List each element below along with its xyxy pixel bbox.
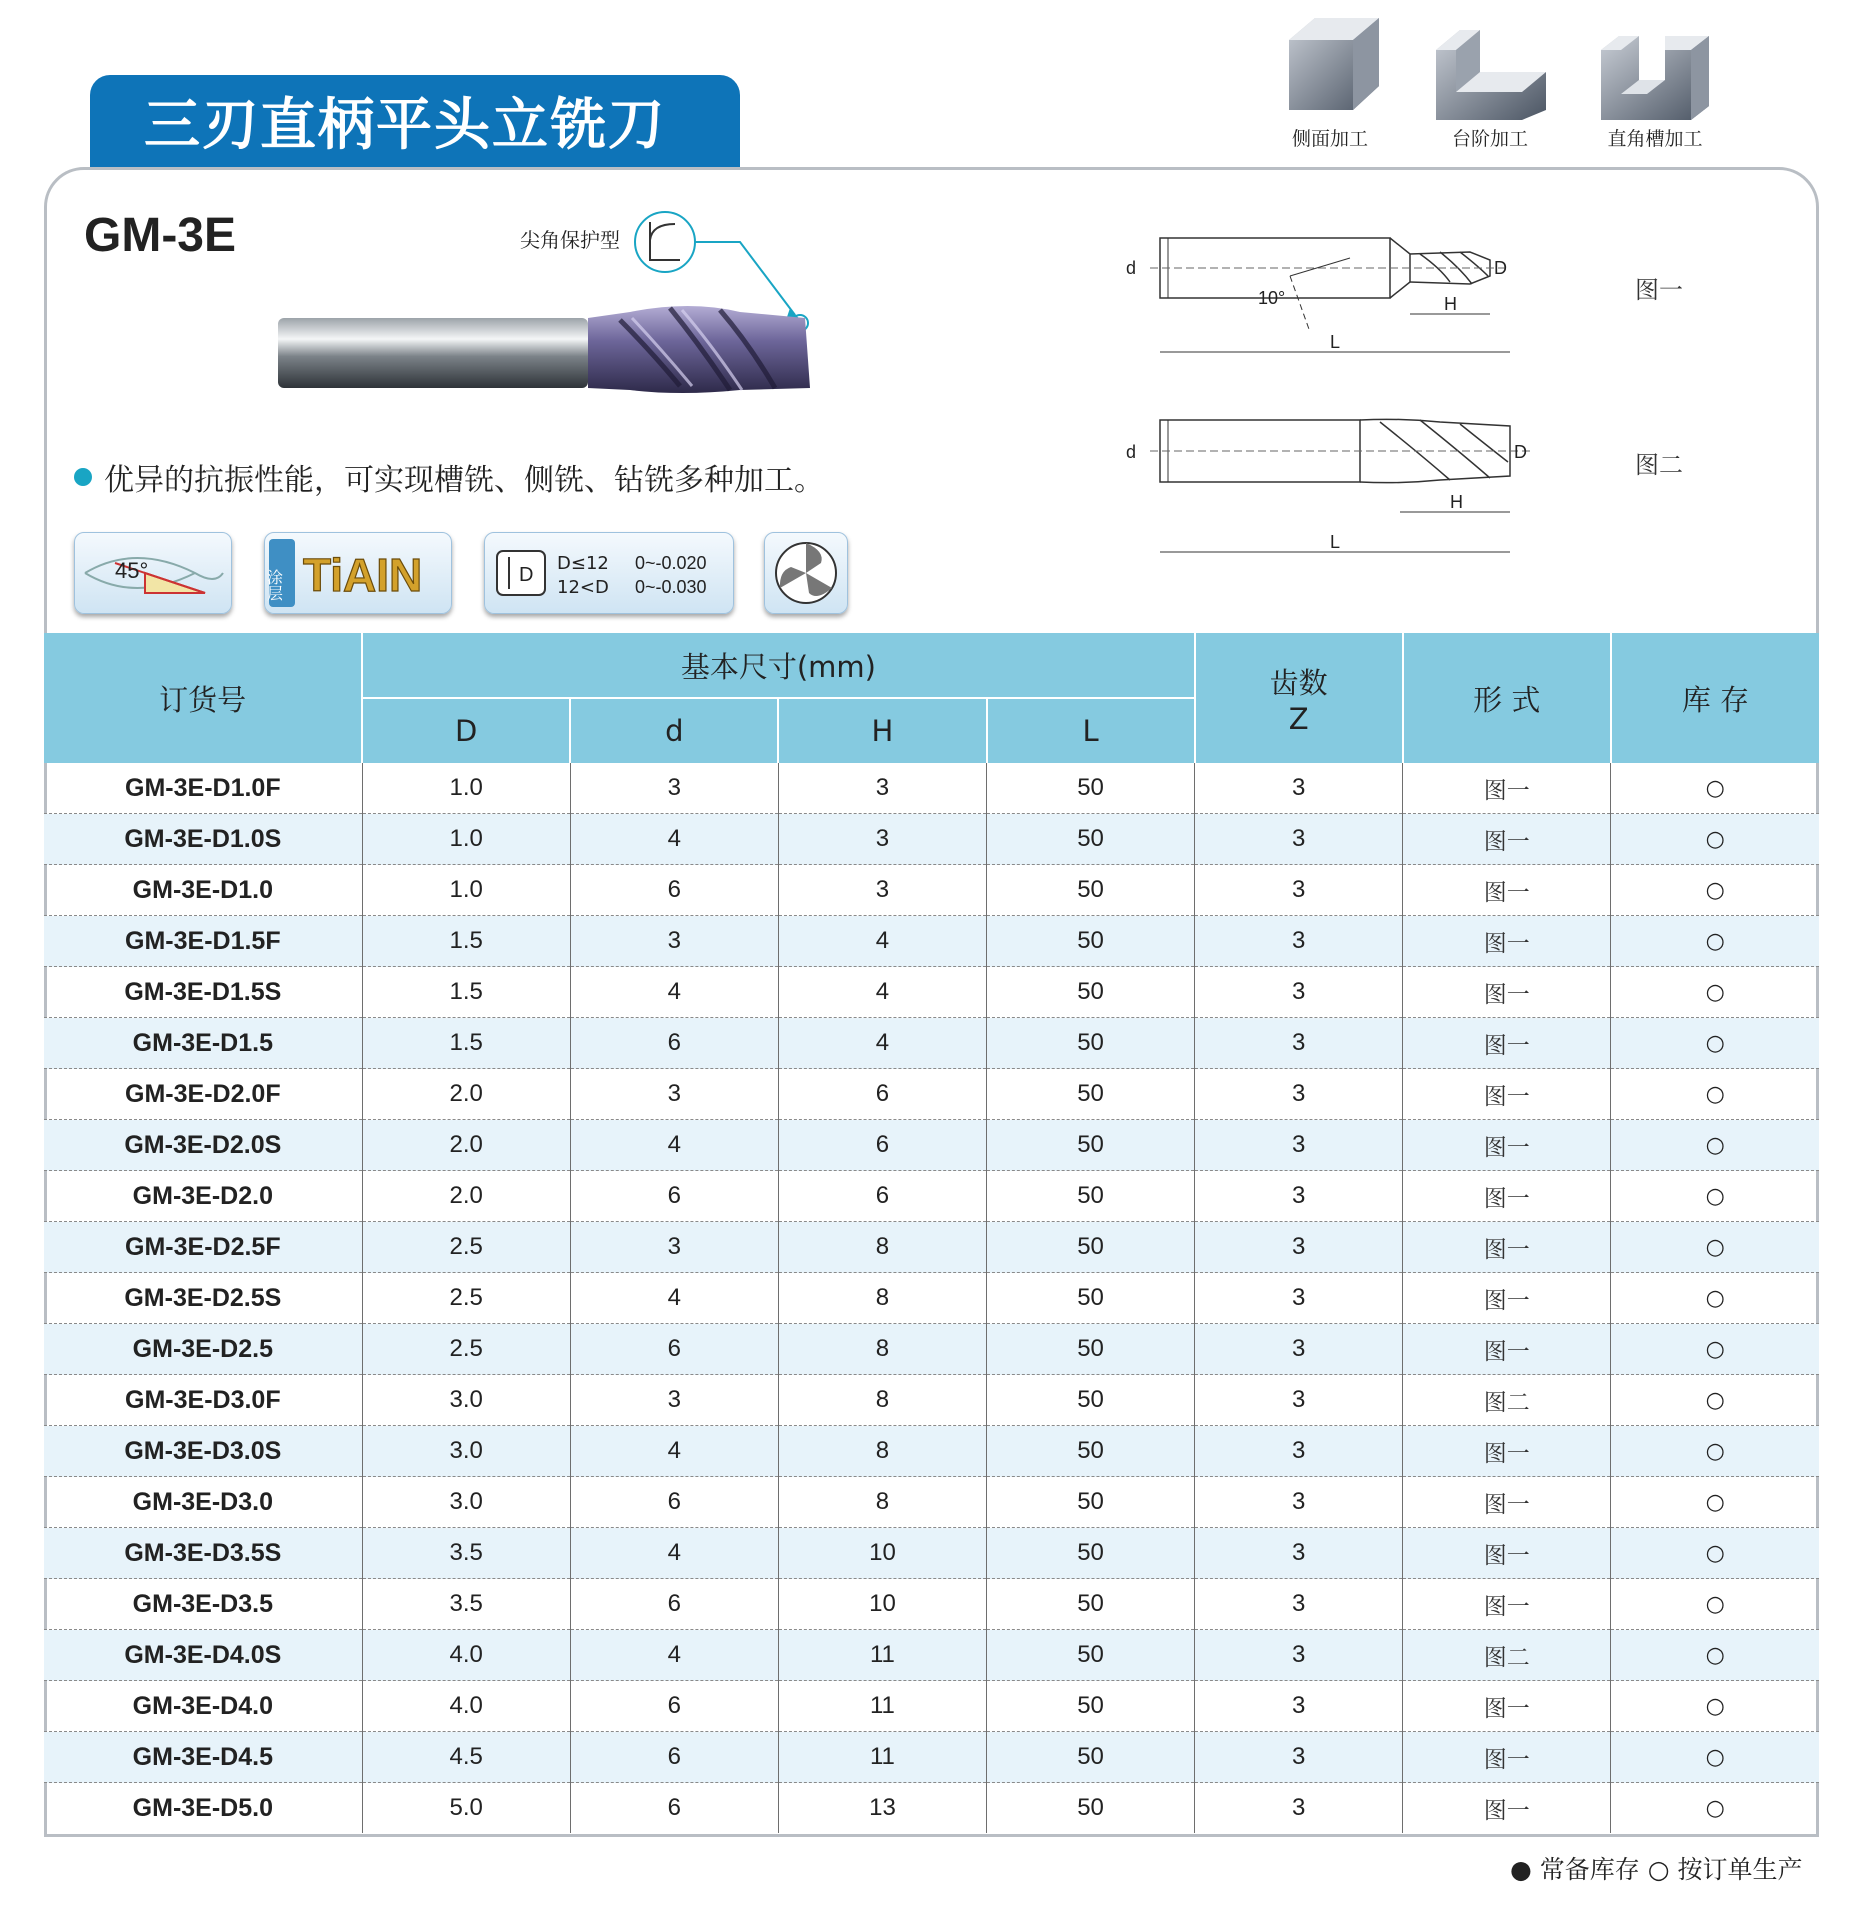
spec-table-body [44,763,1819,1833]
cell-d: 6 [570,1018,778,1069]
cell-z: 3 [1195,1681,1403,1732]
cell-d: 6 [570,1783,778,1834]
cell-d: 4 [570,1426,778,1477]
cell-z: 3 [1195,1222,1403,1273]
fig2-D-label: D [1514,442,1527,462]
cell-l: 50 [987,1426,1195,1477]
table-row [44,814,1819,865]
cell-l: 50 [987,1222,1195,1273]
operation-slot [1585,10,1725,160]
cell-no: GM-3E-D1.5F [44,916,362,967]
cell-l: 50 [987,1171,1195,1222]
cell-l: 50 [987,1069,1195,1120]
cell-h: 6 [778,1171,986,1222]
table-row [44,1630,1819,1681]
tolerance-value-1: 0~-0.020 [635,553,707,573]
fig2-L-label: L [1330,532,1341,552]
cell-shape: 图一 [1403,1018,1611,1069]
header-basic-size: 基本尺寸(mm) [362,633,1194,698]
cell-l: 50 [987,967,1195,1018]
angle-label: 10° [1258,288,1286,308]
cell-shape: 图一 [1403,1732,1611,1783]
model-name: GM-3E [84,209,237,262]
cell-stock: ○ [1611,1018,1819,1069]
cell-z: 3 [1195,1273,1403,1324]
cell-no: GM-3E-D3.0F [44,1375,362,1426]
cell-no: GM-3E-D3.5S [44,1528,362,1579]
cell-d: 3.0 [362,1375,570,1426]
tolerance-value-2: 0~-0.030 [635,577,707,597]
cell-h: 8 [778,1375,986,1426]
cell-d: 4 [570,1273,778,1324]
tolerance-icon [485,533,733,613]
spec-badges [74,532,874,616]
operation-slot-label: 直角槽加工 [1607,128,1703,150]
cell-shape: 图一 [1403,1681,1611,1732]
cell-no: GM-3E-D4.0S [44,1630,362,1681]
cell-shape: 图一 [1403,1069,1611,1120]
cell-no: GM-3E-D1.0F [44,763,362,814]
cell-l: 50 [987,1273,1195,1324]
cell-stock: ○ [1611,814,1819,865]
cell-d: 3 [570,1375,778,1426]
page-title: 三刃直柄平头立铣刀 [90,75,740,167]
cell-h: 11 [778,1630,986,1681]
cell-d: 1.5 [362,916,570,967]
table-row [44,967,1819,1018]
coating-badge [264,532,452,614]
cell-l: 50 [987,1120,1195,1171]
cell-d: 3 [570,916,778,967]
coating-icon [265,533,451,613]
helix-angle-badge [74,532,232,614]
cell-d: 2.0 [362,1069,570,1120]
cell-d: 6 [570,865,778,916]
cell-stock: ○ [1611,1732,1819,1783]
cell-z: 3 [1195,1120,1403,1171]
cell-shape: 图一 [1403,1528,1611,1579]
three-flute-badge [764,532,848,614]
cell-d: 2.0 [362,1171,570,1222]
cell-h: 4 [778,1018,986,1069]
cell-d: 4 [570,1120,778,1171]
cell-d: 2.5 [362,1222,570,1273]
cell-h: 3 [778,814,986,865]
cell-d: 4 [570,1630,778,1681]
cell-d: 3 [570,763,778,814]
cell-shape: 图一 [1403,814,1611,865]
cell-z: 3 [1195,865,1403,916]
cell-z: 3 [1195,1069,1403,1120]
operation-side [1260,10,1400,160]
cell-h: 8 [778,1222,986,1273]
feature-description: 优异的抗振性能，可实现槽铣、侧铣、钻铣多种加工。 [104,463,824,498]
tolerance-symbol: D [519,564,534,586]
cell-l: 50 [987,1375,1195,1426]
cell-stock: ○ [1611,967,1819,1018]
cell-l: 50 [987,1732,1195,1783]
product-image [270,200,870,400]
fig1-D-label: D [1494,258,1507,278]
cell-h: 8 [778,1324,986,1375]
header-d: d [570,698,778,763]
cell-l: 50 [987,763,1195,814]
cell-stock: ○ [1611,1222,1819,1273]
cell-z: 3 [1195,1477,1403,1528]
cell-h: 3 [778,763,986,814]
table-row [44,1171,1819,1222]
cell-h: 8 [778,1426,986,1477]
spec-table [44,633,1819,1833]
cell-z: 3 [1195,1375,1403,1426]
cell-shape: 图一 [1403,916,1611,967]
cell-shape: 图一 [1403,1171,1611,1222]
cell-h: 3 [778,865,986,916]
cell-h: 10 [778,1579,986,1630]
cell-stock: ○ [1611,865,1819,916]
cell-shape: 图一 [1403,1324,1611,1375]
cell-shape: 图一 [1403,1477,1611,1528]
cell-stock: ○ [1611,1681,1819,1732]
cell-d: 6 [570,1579,778,1630]
cell-no: GM-3E-D2.5S [44,1273,362,1324]
coating-name: TiAIN [303,549,423,601]
cell-d: 3 [570,1069,778,1120]
cell-h: 8 [778,1477,986,1528]
cell-stock: ○ [1611,1783,1819,1834]
cell-stock: ○ [1611,916,1819,967]
cell-no: GM-3E-D3.0 [44,1477,362,1528]
table-row [44,1783,1819,1834]
cell-d: 6 [570,1324,778,1375]
cell-l: 50 [987,1783,1195,1834]
cell-d: 3 [570,1222,778,1273]
table-row [44,1477,1819,1528]
fig2-label: 图二 [1635,451,1683,479]
table-row [44,1324,1819,1375]
operation-step [1420,10,1560,160]
header-H: H [778,698,986,763]
cell-stock: ○ [1611,1375,1819,1426]
cell-shape: 图一 [1403,1579,1611,1630]
table-row [44,763,1819,814]
cell-h: 11 [778,1732,986,1783]
slot-milling-icon [1595,10,1715,120]
cell-no: GM-3E-D2.5F [44,1222,362,1273]
cell-stock: ○ [1611,1069,1819,1120]
cell-d: 3.5 [362,1579,570,1630]
cell-d: 4 [570,814,778,865]
cell-d: 3.0 [362,1477,570,1528]
cell-d: 4 [570,967,778,1018]
cell-d: 4.5 [362,1732,570,1783]
cell-shape: 图一 [1403,967,1611,1018]
table-row [44,1273,1819,1324]
cell-l: 50 [987,1018,1195,1069]
cell-d: 6 [570,1171,778,1222]
header-order-no: 订货号 [44,633,362,763]
cell-l: 50 [987,865,1195,916]
cell-h: 11 [778,1681,986,1732]
cell-l: 50 [987,814,1195,865]
cell-no: GM-3E-D3.5 [44,1579,362,1630]
cell-d: 2.5 [362,1273,570,1324]
cell-h: 4 [778,967,986,1018]
cell-stock: ○ [1611,1171,1819,1222]
cell-l: 50 [987,1477,1195,1528]
three-flute-icon [765,533,847,613]
cell-no: GM-3E-D1.5 [44,1018,362,1069]
cell-shape: 图一 [1403,1783,1611,1834]
cell-no: GM-3E-D2.5 [44,1324,362,1375]
corner-protection-label: 尖角保护型 [520,228,620,252]
cell-stock: ○ [1611,1630,1819,1681]
fig2-H-label: H [1450,492,1463,512]
cell-z: 3 [1195,1783,1403,1834]
cell-l: 50 [987,1324,1195,1375]
table-row [44,1528,1819,1579]
table-row [44,1069,1819,1120]
cell-h: 10 [778,1528,986,1579]
bullet-icon [74,468,92,486]
cell-stock: ○ [1611,1324,1819,1375]
cell-no: GM-3E-D3.0S [44,1426,362,1477]
header-teeth [1195,633,1403,763]
header-teeth-label: 齿数 [1269,665,1328,700]
cell-d: 4.0 [362,1630,570,1681]
cell-stock: ○ [1611,1579,1819,1630]
cell-h: 6 [778,1120,986,1171]
cell-shape: 图二 [1403,1375,1611,1426]
cell-d: 6 [570,1732,778,1783]
cell-z: 3 [1195,967,1403,1018]
table-row [44,865,1819,916]
cell-d: 6 [570,1477,778,1528]
fig1-L-label: L [1330,332,1341,352]
table-row [44,1120,1819,1171]
operation-side-label: 侧面加工 [1291,128,1368,150]
fig1-label: 图一 [1635,276,1683,304]
cell-z: 3 [1195,814,1403,865]
table-row [44,1222,1819,1273]
cell-z: 3 [1195,916,1403,967]
header-L: L [987,698,1195,763]
cell-h: 4 [778,916,986,967]
cell-z: 3 [1195,1426,1403,1477]
cell-no: GM-3E-D2.0F [44,1069,362,1120]
cell-z: 3 [1195,763,1403,814]
table-row [44,1375,1819,1426]
cell-stock: ○ [1611,1120,1819,1171]
cell-d: 1.0 [362,814,570,865]
cell-no: GM-3E-D2.0 [44,1171,362,1222]
cell-no: GM-3E-D2.0S [44,1120,362,1171]
fig2-d-label: d [1126,442,1137,462]
fig1-H-label: H [1444,294,1457,314]
header-teeth-z: Z [1288,701,1309,736]
cell-d: 3.0 [362,1426,570,1477]
cell-z: 3 [1195,1528,1403,1579]
cell-h: 13 [778,1783,986,1834]
helix-angle-value: 45° [115,558,149,583]
cell-no: GM-3E-D4.5 [44,1732,362,1783]
cell-d: 1.0 [362,865,570,916]
table-row [44,1426,1819,1477]
helix-angle-icon [75,533,231,613]
cell-d: 1.5 [362,967,570,1018]
cell-l: 50 [987,1681,1195,1732]
cell-shape: 图一 [1403,1426,1611,1477]
coating-label: 涂层 [265,569,284,601]
cell-d: 2.5 [362,1324,570,1375]
cell-l: 50 [987,1579,1195,1630]
cell-d: 3.5 [362,1528,570,1579]
fig1-d-label: d [1126,258,1137,278]
table-row [44,916,1819,967]
cell-z: 3 [1195,1171,1403,1222]
cell-d: 1.0 [362,763,570,814]
cell-stock: ○ [1611,1528,1819,1579]
stock-legend: ● 常备库存 ○ 按订单生产 [1510,1855,1803,1884]
cell-d: 6 [570,1681,778,1732]
tolerance-range-2: 12<D [557,577,609,598]
cell-no: GM-3E-D1.5S [44,967,362,1018]
cell-shape: 图一 [1403,865,1611,916]
cell-stock: ○ [1705,775,1725,801]
cell-no: GM-3E-D4.0 [44,1681,362,1732]
operation-step-label: 台阶加工 [1451,128,1528,150]
cell-d: 4 [570,1528,778,1579]
operation-icons [1260,10,1760,160]
cell-no: GM-3E-D5.0 [44,1783,362,1834]
feature-text [74,455,824,499]
cell-z: 3 [1195,1018,1403,1069]
cell-l: 50 [987,1528,1195,1579]
table-row [44,1732,1819,1783]
cell-l: 50 [987,916,1195,967]
cell-h: 8 [778,1273,986,1324]
header-stock: 库 存 [1611,633,1819,763]
cell-shape: 图一 [1403,1273,1611,1324]
cell-shape: 图一 [1403,1120,1611,1171]
tolerance-range-1: D≤12 [557,553,609,574]
table-row [44,1681,1819,1732]
cell-stock: ○ [1611,1273,1819,1324]
cell-z: 3 [1195,1630,1403,1681]
cell-z: 3 [1195,1579,1403,1630]
cell-d: 4.0 [362,1681,570,1732]
step-milling-icon [1430,10,1550,120]
side-milling-icon [1275,10,1385,120]
cell-no: GM-3E-D1.0S [44,814,362,865]
cell-d: 5.0 [362,1783,570,1834]
cell-h: 6 [778,1069,986,1120]
cell-shape: 图一 [1403,763,1611,814]
cell-shape: 图一 [1403,1222,1611,1273]
table-row [44,1018,1819,1069]
header-shape: 形 式 [1403,633,1611,763]
tolerance-badge [484,532,734,614]
header-D: D [362,698,570,763]
cell-z: 3 [1195,1324,1403,1375]
cell-l: 50 [987,1630,1195,1681]
cell-d: 1.5 [362,1018,570,1069]
cell-stock: ○ [1611,1426,1819,1477]
cell-d: 2.0 [362,1120,570,1171]
cell-no: GM-3E-D1.0 [44,865,362,916]
cell-z: 3 [1195,1732,1403,1783]
cell-shape: 图二 [1403,1630,1611,1681]
table-row [44,1579,1819,1630]
cell-stock: ○ [1611,1477,1819,1528]
end-mill-icon [270,200,870,400]
